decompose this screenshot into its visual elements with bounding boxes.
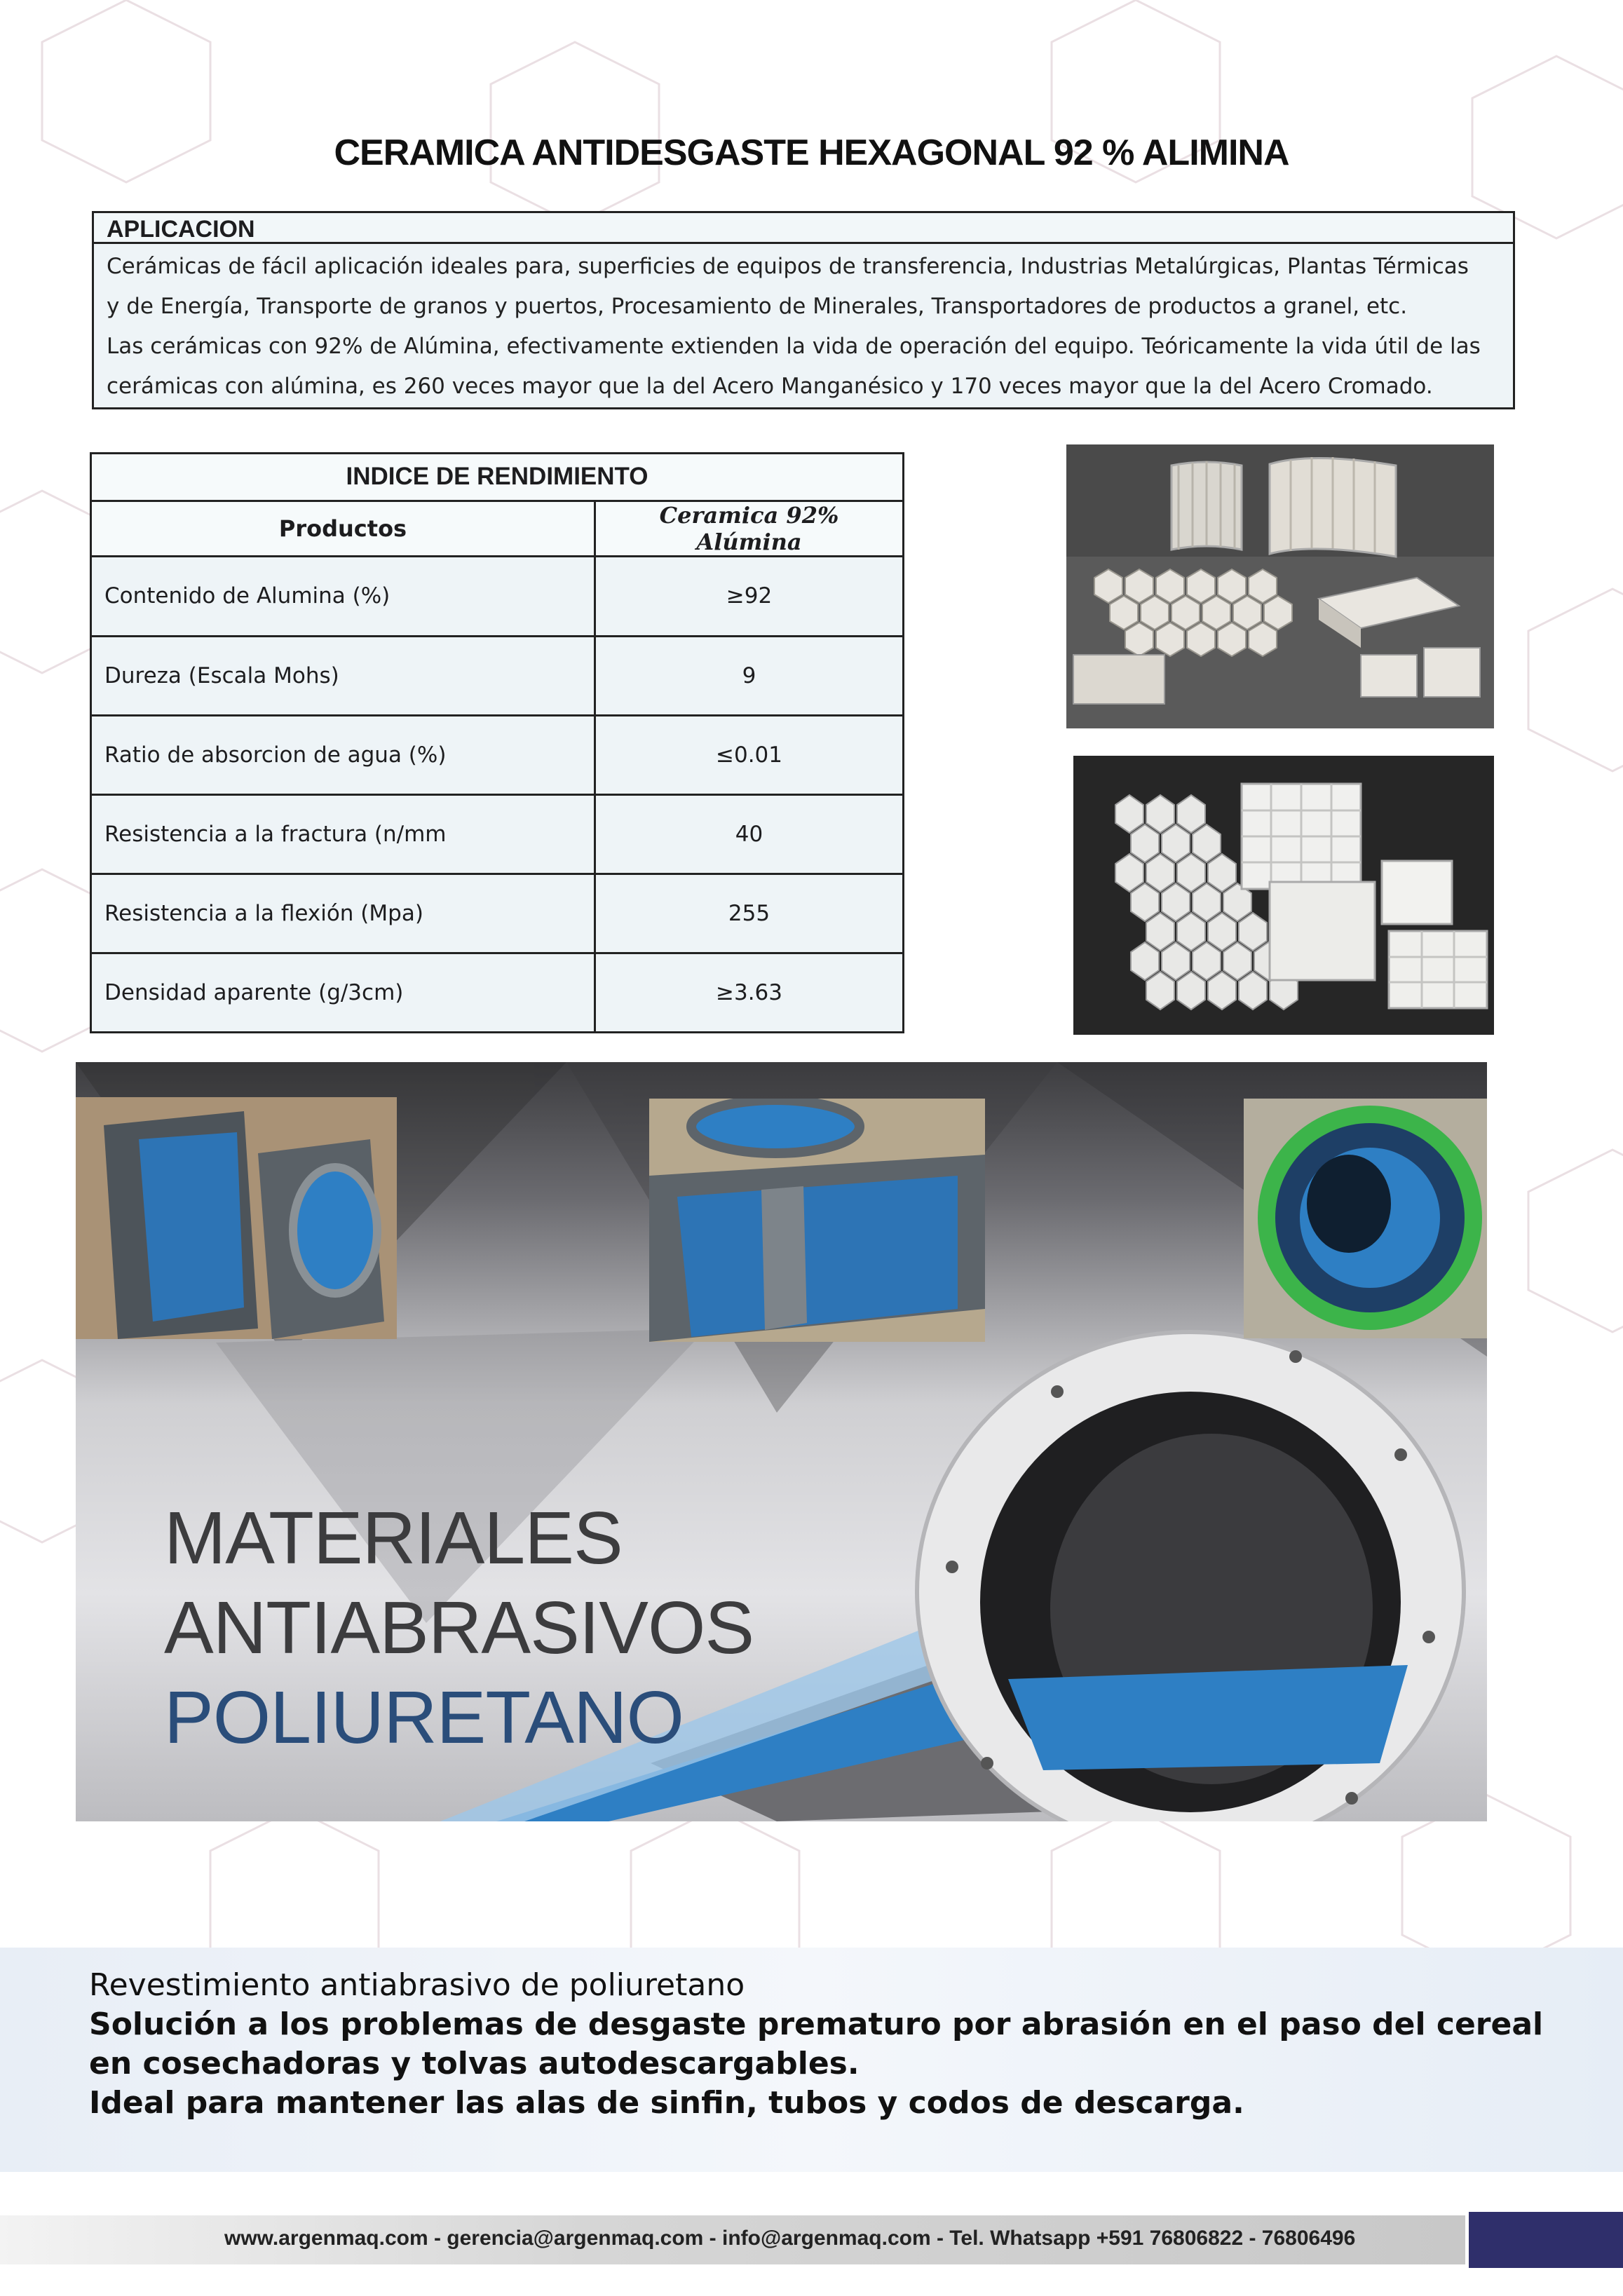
table-row xyxy=(91,874,904,953)
row-value: ≥3.63 xyxy=(595,953,904,1032)
row-value: 9 xyxy=(595,636,904,715)
banner-line-antiabrasivos: ANTIABRASIVOS xyxy=(164,1587,754,1669)
row-value: 255 xyxy=(595,874,904,953)
aplicacion-line: Las cerámicas con 92% de Alúmina, efectivamente extienden la vida de operación del equipo. Teóricamente la vida útil de las xyxy=(107,334,1481,359)
aplicacion-line: cerámicas con alúmina, es 260 veces mayor que la del Acero Manganésico y 170 veces mayor que la del Acero Cromado. xyxy=(107,374,1433,399)
table-row xyxy=(91,794,904,874)
description-line: Solución a los problemas de desgaste prematuro por abrasión en el paso del cereal xyxy=(89,2006,1544,2042)
description-heading: Revestimiento antiabrasivo de poliuretano xyxy=(89,1967,745,2003)
row-label: Contenido de Alumina (%) xyxy=(91,557,595,636)
footer-contact: www.argenmaq.com - gerencia@argenmaq.com - info@argenmaq.com - Tel. Whatsapp +591 76806822 - 76806496 xyxy=(224,2227,1356,2250)
footer-bar xyxy=(0,2215,1465,2264)
description-line: Ideal para mantener las alas de sinfin, tubos y codos de descarga. xyxy=(89,2085,1244,2121)
ceramic-tiles-photo xyxy=(1073,756,1494,1035)
row-value: ≥92 xyxy=(595,557,904,636)
pipe-photo xyxy=(1244,1099,1487,1338)
aplicacion-body xyxy=(94,244,1513,409)
performance-table xyxy=(90,452,904,1033)
aplicacion-heading: APLICACION xyxy=(94,213,1513,244)
banner-headline xyxy=(164,1493,754,1762)
row-label: Resistencia a la flexión (Mpa) xyxy=(91,874,595,953)
table-row xyxy=(91,636,904,715)
aplicacion-line: Cerámicas de fácil aplicación ideales para, superficies de equipos de transferencia, Industrias Metalúrgicas, Plantas Térmicas xyxy=(107,254,1469,279)
row-label: Dureza (Escala Mohs) xyxy=(91,636,595,715)
aplicacion-box xyxy=(92,211,1515,409)
row-label: Resistencia a la fractura (n/mm xyxy=(91,794,595,874)
table-row xyxy=(91,953,904,1032)
row-label: Ratio de absorcion de agua (%) xyxy=(91,715,595,794)
table-title: INDICE DE RENDIMIENTO xyxy=(91,454,904,501)
row-value: ≤0.01 xyxy=(595,715,904,794)
row-value: 40 xyxy=(595,794,904,874)
description-line: en cosechadoras y tolvas autodescargables. xyxy=(89,2046,860,2081)
page-title: CERAMICA ANTIDESGASTE HEXAGONAL 92 % ALIMINA xyxy=(334,133,1289,173)
aplicacion-line: y de Energía, Transporte de granos y puertos, Procesamiento de Minerales, Transportadores de productos a granel, etc. xyxy=(107,294,1408,319)
column-header-productos: Productos xyxy=(91,501,595,557)
column-header-ceramica: Ceramica 92% Alúmina xyxy=(595,501,904,557)
banner-line-poliuretano: POLIURETANO xyxy=(164,1676,684,1759)
banner-line-materiales: MATERIALES xyxy=(164,1497,623,1580)
row-label: Densidad aparente (g/3cm) xyxy=(91,953,595,1032)
table-row xyxy=(91,557,904,636)
ceramic-liners-photo xyxy=(1066,444,1494,728)
description-band xyxy=(0,1948,1623,2172)
table-row xyxy=(91,715,904,794)
description-text xyxy=(89,1966,1543,2123)
hopper-photo xyxy=(76,1097,397,1339)
poliuretano-banner xyxy=(76,1062,1487,1821)
chute-photo xyxy=(649,1099,985,1342)
footer-accent-block xyxy=(1469,2212,1623,2268)
